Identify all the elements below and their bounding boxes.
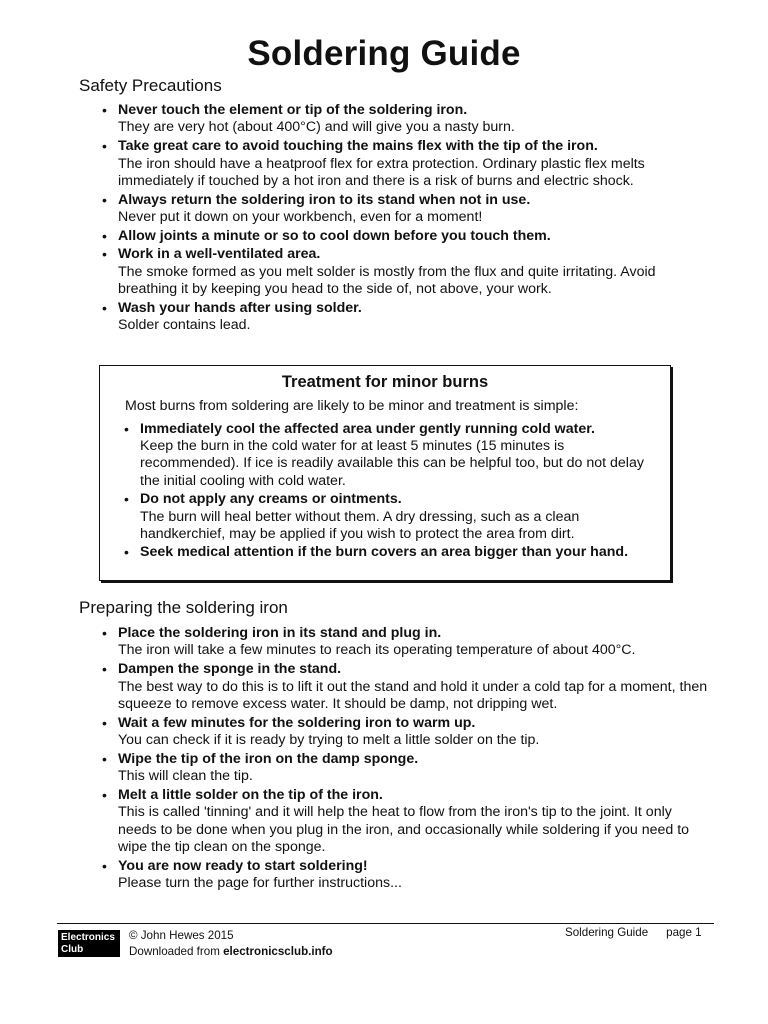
footer-divider bbox=[57, 923, 714, 924]
page-title: Soldering Guide bbox=[247, 34, 521, 73]
safety-list bbox=[100, 102, 710, 336]
item-title: • Place the soldering iron in its stand and plug in. bbox=[118, 625, 442, 641]
item-title: • Allow joints a minute or so to cool down before you touch them. bbox=[118, 227, 551, 244]
list-item bbox=[100, 715, 710, 750]
item-title: • Melt a little solder on the tip of the iron. bbox=[118, 786, 383, 803]
list-item bbox=[122, 421, 667, 490]
list-item bbox=[100, 625, 710, 660]
logo-line-1: Electronics bbox=[61, 932, 115, 943]
logo-line-2: Club bbox=[61, 943, 84, 955]
site-link[interactable]: electronicsclub.info bbox=[223, 944, 333, 958]
item-text: Solder contains lead. bbox=[118, 317, 251, 334]
item-title: • Do not apply any creams or ointments. bbox=[140, 491, 402, 508]
list-item bbox=[122, 544, 667, 561]
item-title: • Work in a well-ventilated area. bbox=[118, 246, 321, 263]
item-text: This will clean the tip. bbox=[118, 768, 253, 785]
burns-intro: Most burns from soldering are likely to be minor and treatment is simple: bbox=[125, 398, 579, 414]
download-source bbox=[129, 944, 333, 960]
item-title: • Take great care to avoid touching the mains flex with the tip of the iron. bbox=[118, 138, 598, 155]
list-item bbox=[100, 102, 710, 137]
item-title: • Wash your hands after using solder. bbox=[118, 299, 362, 316]
list-item bbox=[100, 661, 710, 713]
list-item bbox=[100, 858, 710, 893]
footer-page-info bbox=[565, 926, 702, 939]
item-text: Please turn the page for further instructions... bbox=[118, 875, 402, 892]
list-item bbox=[100, 751, 710, 786]
burns-list bbox=[122, 421, 667, 563]
preparing-heading: Preparing the soldering iron bbox=[79, 598, 288, 617]
list-item bbox=[100, 228, 710, 245]
copyright: © John Hewes 2015 bbox=[129, 929, 234, 942]
item-text: The best way to do this is to lift it out the stand and hold it under a cold tap for a moment, then squeeze to remove excess water. It should be damp, not dripping wet. bbox=[118, 678, 708, 712]
item-text: The smoke formed as you melt solder is mostly from the flux and quite irritating. Avoid breathing it by keeping you head to the side of, not above, your work. bbox=[118, 263, 656, 298]
item-title: • Wait a few minutes for the soldering iron to warm up. bbox=[118, 714, 476, 731]
item-text: This is called 'tinning' and it will help the heat to flow from the iron's tip to the joint. It only needs to be done when you plug in the iron, and occasionally while soldering if you need to wipe the tip clean on the sponge. bbox=[118, 804, 690, 856]
safety-heading: Safety Precautions bbox=[79, 76, 222, 95]
item-text: The iron should have a heatproof flex for extra protection. Ordinary plastic flex melts immediately if touched by a hot iron and there is a risk of burns and electric shock. bbox=[118, 155, 645, 189]
item-title: • Wipe the tip of the iron on the damp sponge. bbox=[118, 750, 419, 767]
item-text: The burn will heal better without them. A dry dressing, such as a clean handkerchief, may be applied if you wish to protect the area from dirt. bbox=[140, 508, 580, 542]
item-title: • Seek medical attention if the burn covers an area bigger than your hand. bbox=[140, 544, 629, 561]
list-item bbox=[100, 192, 710, 227]
item-title: • Never touch the element or tip of the soldering iron. bbox=[118, 102, 468, 118]
preparing-list bbox=[100, 625, 710, 894]
page-number: page 1 bbox=[666, 926, 702, 939]
footer-credits bbox=[129, 928, 333, 959]
footer-doc-name: Soldering Guide bbox=[565, 926, 649, 939]
item-text: You can check if it is ready by trying to melt a little solder on the tip. bbox=[118, 732, 540, 749]
item-text: The iron will take a few minutes to reach its operating temperature of about 400°C. bbox=[118, 642, 636, 659]
item-text: They are very hot (about 400°C) and will give you a nasty burn. bbox=[118, 119, 515, 136]
burns-callout-box bbox=[99, 365, 671, 581]
item-title: • Immediately cool the affected area under gently running cold water. bbox=[140, 421, 595, 437]
item-title: • You are now ready to start soldering! bbox=[118, 857, 368, 874]
download-prefix: Downloaded from bbox=[129, 944, 224, 958]
list-item bbox=[122, 491, 667, 543]
list-item bbox=[100, 787, 710, 857]
list-item bbox=[100, 300, 710, 335]
item-title: • Always return the soldering iron to its stand when not in use. bbox=[118, 191, 531, 208]
list-item bbox=[100, 138, 710, 190]
burns-heading: Treatment for minor burns bbox=[281, 373, 489, 391]
item-text: Keep the burn in the cold water for at least 5 minutes (15 minutes is recommended). If ice is readily available this can be helpful too, but do not delay the initial cooling with cold water. bbox=[140, 438, 644, 489]
electronics-club-logo bbox=[58, 930, 120, 957]
list-item bbox=[100, 246, 710, 298]
item-title: • Dampen the sponge in the stand. bbox=[118, 661, 342, 678]
item-text: Never put it down on your workbench, even for a moment! bbox=[118, 209, 483, 226]
